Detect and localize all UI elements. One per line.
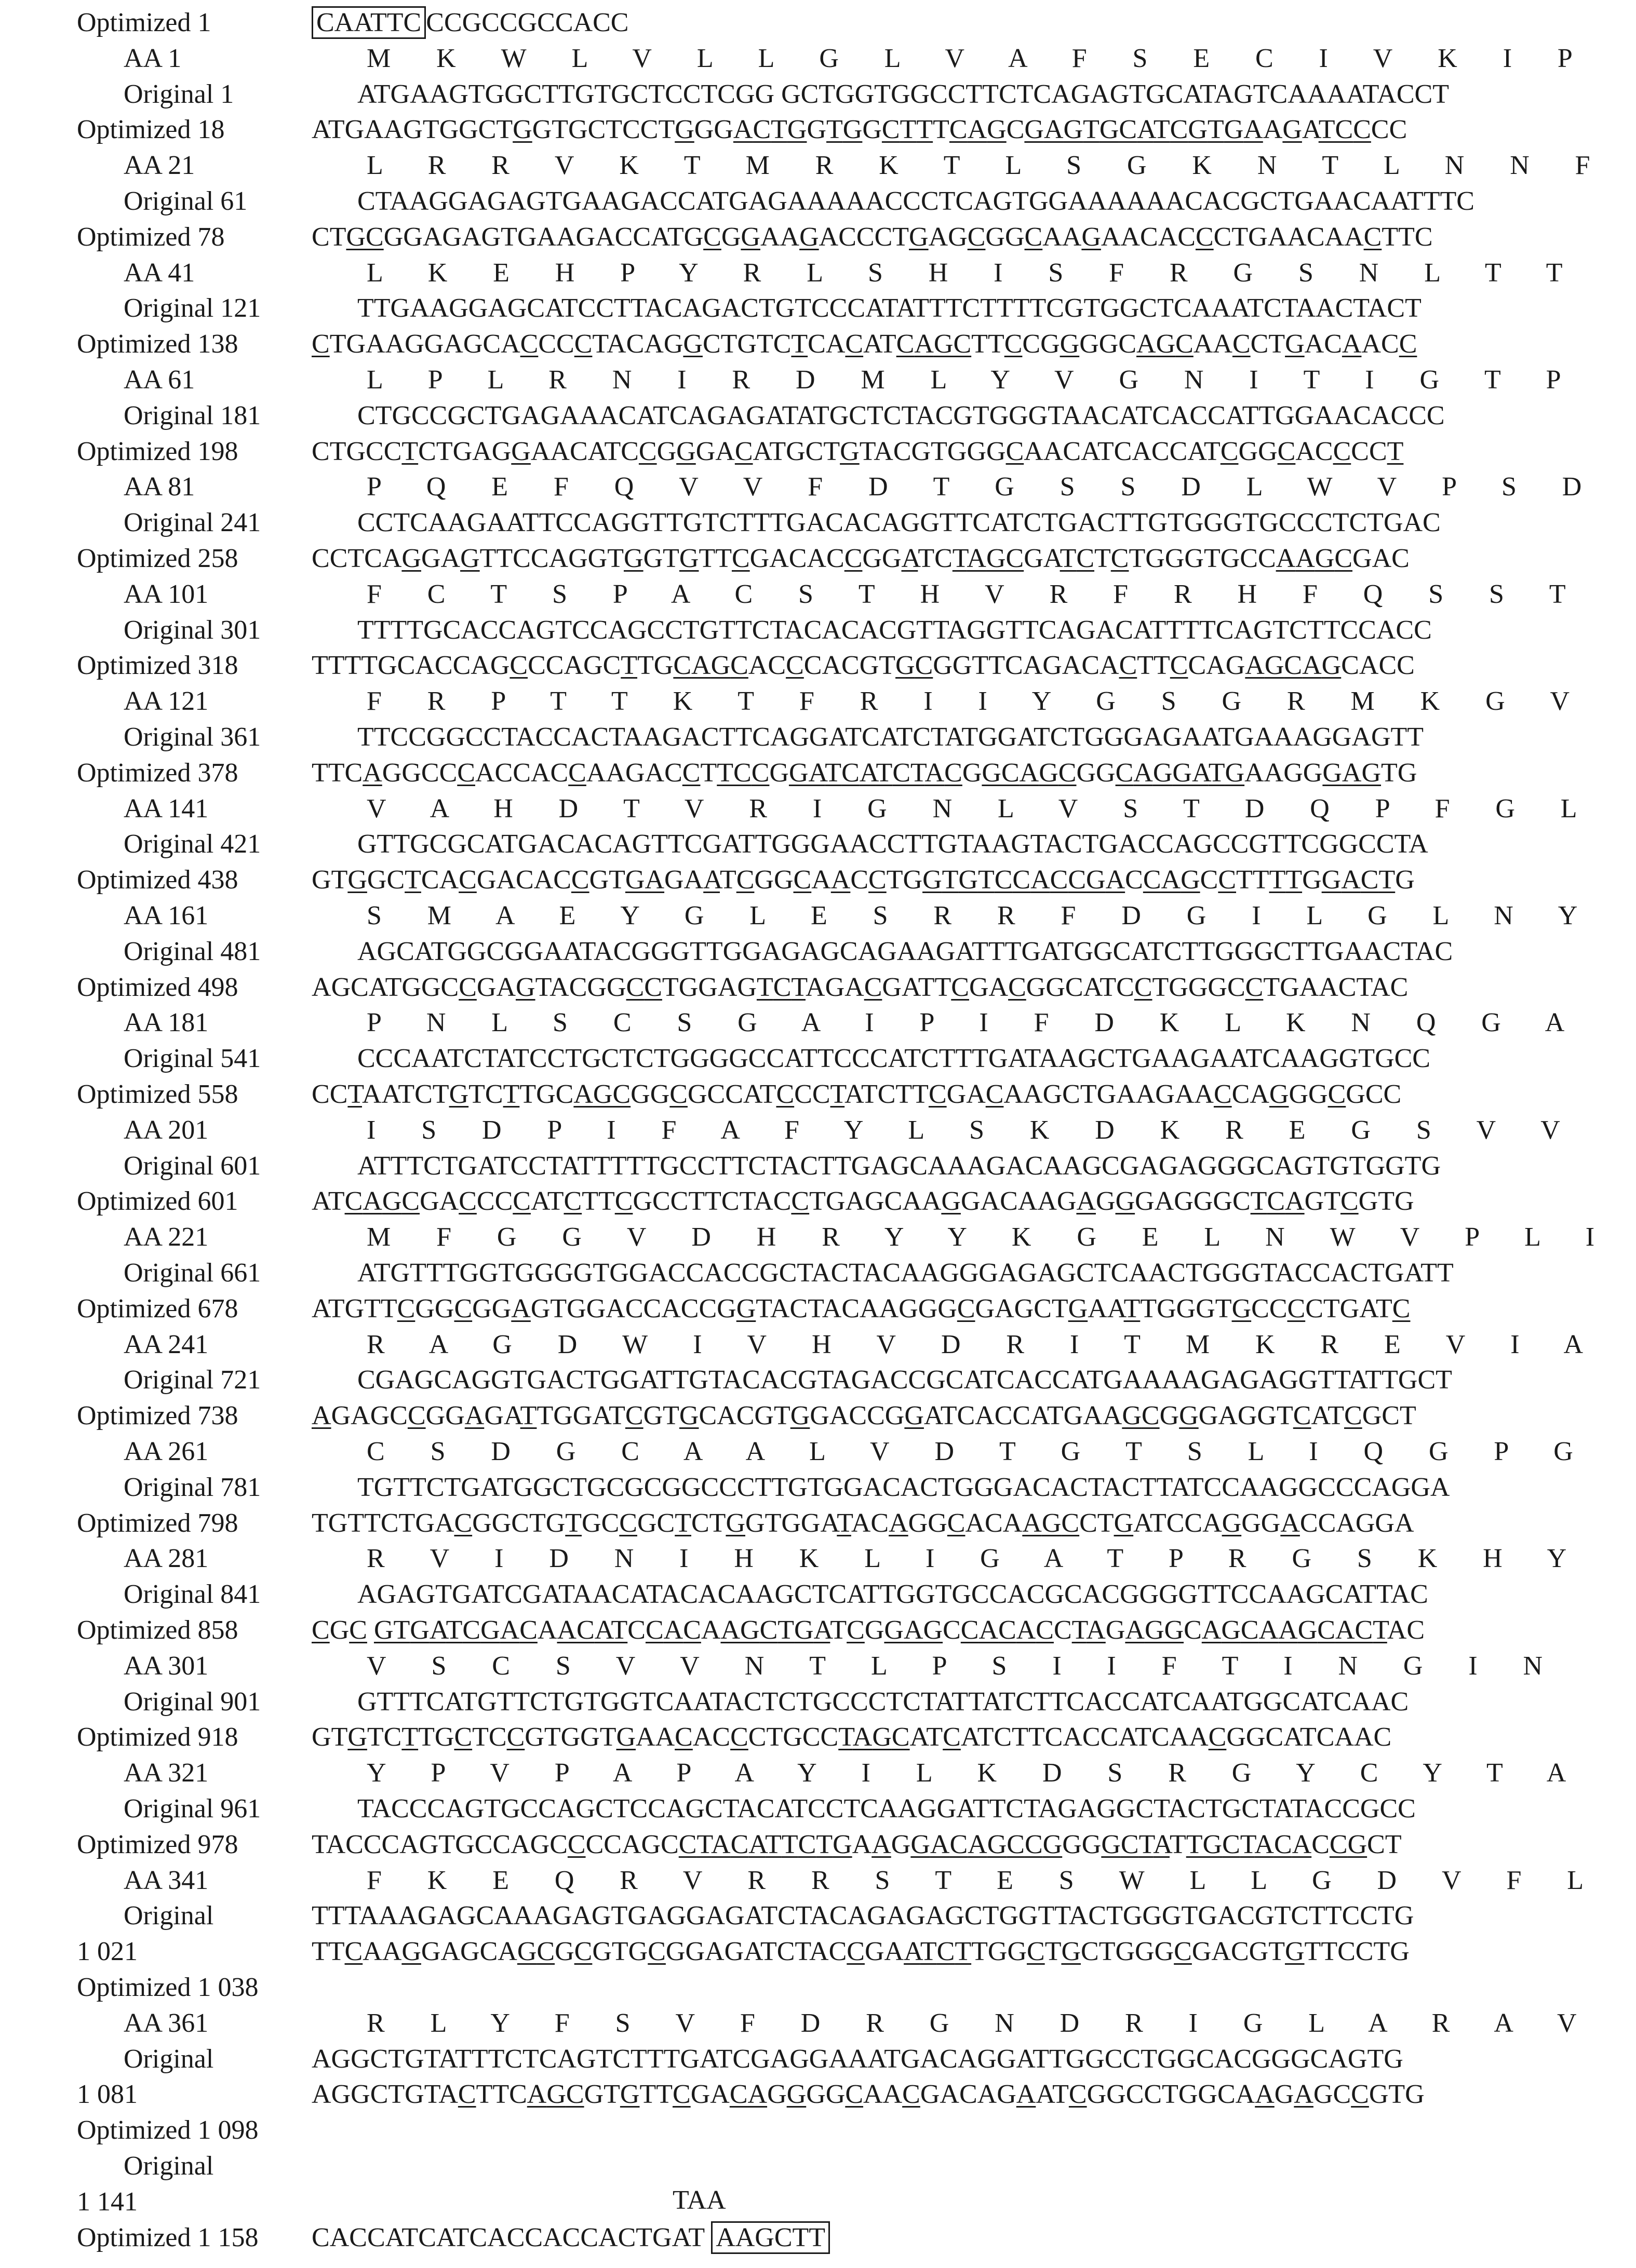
aa-row-label: AA 121	[124, 686, 209, 717]
optimized-sequence	[312, 1831, 1402, 1858]
sequence-text: TTGAAGGAGCATCCTTACAGACTGTCCCATATTTCTTTTCGTGGCTCAAATCTAACTACT	[357, 293, 1422, 323]
sequence-row-label: Optimized 438	[77, 865, 238, 895]
aa-row-label: AA 301	[124, 1651, 209, 1681]
amino-acid-sequence	[367, 902, 1597, 929]
sequence-row-label: Optimized 1 158	[77, 2222, 259, 2252]
amino-acid-sequence	[367, 1117, 1579, 1144]
sequence-text: ATGAAGTGGCTGGTGCTCCTGGGACTGGTGGCTTTCAGCGAGTGCATCGTGAAGATCCCC	[312, 115, 1407, 145]
sequence-text: CTGAAGGAGCACCCCTACAGGCTGTCTCACATCAGCTTCCGGGGCAGCAACCTGACAACC	[312, 329, 1417, 359]
aa-row-label: AA 221	[124, 1222, 209, 1252]
sequence-row-label: Original 181	[124, 400, 261, 430]
sequence-text: AGCATGGCCGAGTACGGCCTGGAGTCTAGACGATTCGACGGCATCCTGGGCCTGAACTAC	[312, 972, 1409, 1002]
amino-acid-sequence	[367, 581, 1585, 608]
aa-row-label: AA 321	[124, 1758, 209, 1788]
optimized-sequence	[312, 116, 1407, 143]
aa-row-label: AA 81	[124, 472, 195, 502]
stop-codon-label: TAA	[673, 2185, 726, 2215]
sequence-text: V S C S V V N T L P S I I F T I N G I N	[367, 1651, 1562, 1681]
optimized-sequence	[312, 1617, 1425, 1644]
sequence-text: CTGCGGAGAGTGAAGACCATGCGGAAGACCCTGAGCGGCAAGAACACCCTGAACAACTTC	[312, 222, 1433, 252]
sequence-text: ATGAAGTGGCTTGTGCTCCTCGG GCTGGTGGCCTTCTCAGAGTGCATAGTCAAAATACCT	[357, 79, 1449, 109]
sequence-text: AGGCTGTATTTCTCAGTCTTTGATCGAGGAAATGACAGGATTGGCCTGGCACGGGCAGTG	[312, 2044, 1403, 2074]
optimized-sequence	[312, 438, 1403, 465]
original-sequence	[357, 295, 1422, 322]
optimized-sequence	[312, 331, 1417, 358]
sequence-row-label: Original 541	[124, 1044, 261, 1074]
sequence-row-label: Optimized 258	[77, 544, 238, 573]
aa-row-label: AA 41	[124, 258, 195, 288]
sequence-text: GTTTCATGTTCTGTGGTCAATACTCTGCCCTCTATTATCTTCACCATCAATGGCATCAAC	[357, 1686, 1409, 1717]
optimized-sequence	[312, 2081, 1425, 2108]
sequence-text: L P L R N I R D M L Y V G N I T I G T P	[367, 365, 1581, 395]
sequence-row-label: Original 841	[124, 1580, 261, 1610]
sequence-row-label: Original 601	[124, 1151, 261, 1181]
aa-row-label: AA 181	[124, 1008, 209, 1038]
original-sequence	[357, 1581, 1428, 1608]
sequence-text: M F G G V D H R Y Y K G E L N W V P L I	[367, 1222, 1614, 1252]
sequence-row-label: Optimized 978	[77, 1829, 238, 1859]
sequence-text: CCTCAAGAATTCCAGGTTGTCTTTGACACAGGTTCATCTGACTTGTGGGTGCCCTCTGAC	[357, 508, 1441, 538]
sequence-text: CCTCAGGAGTTCCAGGTGGTGTTCGACACCGGATCTAGCGATCTCTGGGTGCCAAGCGAC	[312, 544, 1410, 573]
sequence-text: GTTGCGCATGACACAGTTCGATTGGGAACCTTGTAAGTACTGACCAGCCGTTCGGCCTA	[357, 829, 1428, 859]
optimized-sequence	[312, 9, 628, 36]
aa-row-label: AA 1	[124, 43, 182, 73]
sequence-row-label: Original 121	[124, 293, 261, 323]
original-sequence	[357, 1260, 1454, 1287]
original-sequence	[357, 1474, 1450, 1501]
amino-acid-sequence	[367, 1867, 1603, 1894]
position-label: 1 141	[77, 2186, 138, 2217]
sequence-row-label: Optimized 798	[77, 1508, 238, 1538]
optimized-sequence	[312, 1724, 1391, 1751]
original-sequence	[312, 2046, 1403, 2073]
original-sequence	[357, 617, 1432, 644]
amino-acid-sequence	[367, 367, 1580, 394]
sequence-text: P Q E F Q V V F D T G S S D L W V P S D	[367, 472, 1601, 502]
sequence-row-label: Original 421	[124, 829, 261, 859]
optimized-sequence	[312, 974, 1408, 1001]
sequence-text: M K W L V L L G L V A F S E C I V K I P	[367, 43, 1592, 73]
amino-acid-sequence	[367, 1545, 1586, 1572]
sequence-row-label: Original 661	[124, 1258, 261, 1288]
sequence-row-label: Original 61	[124, 186, 248, 216]
sequence-text: CTGCCGCTGAGAAACATCAGAGATATGCTCTACGTGGGTAACATCACCATTGGAACACCC	[357, 400, 1445, 430]
sequence-row-label: Optimized 198	[77, 436, 238, 466]
sequence-text: Y P V P A P A Y I L K D S R G Y C Y T A	[367, 1758, 1586, 1788]
aa-row-label: AA 201	[124, 1115, 209, 1145]
optimized-sequence	[312, 224, 1433, 251]
sequence-row-label: Original 301	[124, 615, 261, 645]
original-sequence	[357, 938, 1453, 965]
amino-acid-sequence	[367, 260, 1582, 287]
optimized-sequence	[312, 1295, 1410, 1322]
sequence-row-label: Optimized 18	[77, 115, 225, 145]
position-label: 1 021	[77, 1937, 138, 1967]
original-sequence	[357, 724, 1424, 751]
optimized-sequence	[312, 1510, 1414, 1537]
original-sequence	[357, 402, 1445, 429]
sequence-text: CCTAATCTGTCTTGCAGCGGCGCCATCCCTATCTTCGACAAGCTGAAGAACCAGGGCGCC	[312, 1079, 1402, 1109]
aa-row-label: AA 281	[124, 1544, 209, 1574]
sequence-row-label: Original	[124, 2151, 214, 2181]
sequence-text: V A H D T V R I G N L V S T D Q P F G L	[367, 793, 1597, 824]
original-sequence	[312, 1902, 1414, 1929]
sequence-text: ATGTTTGGTGGGGTGGACCACCGCTACTACAAGGGAGAGCTCAACTGGGTACCACTGATT	[357, 1258, 1454, 1288]
sequence-row-label: Original	[124, 1901, 214, 1931]
sequence-text: L K E H P Y R L S H I S F R G S N L T T	[367, 258, 1582, 288]
sequence-text: TTCAAGGAGCAGCGCGTGCGGAGATCTACCGAATCTTGGCTGCTGGGCGACGTGTTCCTG	[312, 1937, 1410, 1967]
aa-row-label: AA 161	[124, 901, 209, 930]
sequence-text: R A G D W I V H V D R I T M K R E V I A	[367, 1329, 1603, 1359]
sequence-text: ATCAGCGACCCCATCTTCGCCTTCTACCTGAGCAAGGACAAGAGGGAGGGCTCAGTCGTG	[312, 1186, 1414, 1217]
sequence-row-label: Optimized 378	[77, 758, 238, 788]
sequence-text: P N L S C S G A I P I F D K L K N Q G A	[367, 1008, 1584, 1038]
aa-row-label: AA 101	[124, 579, 209, 609]
amino-acid-sequence	[367, 1653, 1562, 1680]
sequence-text: F R P T T K T F R I I Y G S G R M K G V	[367, 686, 1589, 717]
sequence-text: TGTTCTGATGGCTGCGCGGCCCTTGTGGACACTGGGACACTACTTATCCAAGGCCCAGGA	[357, 1472, 1450, 1502]
sequence-row-label: Optimized 558	[77, 1079, 238, 1109]
original-sequence	[357, 1045, 1430, 1072]
optimized-sequence	[312, 1938, 1410, 1965]
sequence-row-label: Optimized 318	[77, 651, 238, 681]
sequence-text: TTTTGCACCAGTCCAGCCTGTTCTACACACGTTAGGTTCAGACATTTTCAGTCTTCCACC	[357, 615, 1432, 645]
sequence-text: TTCCGGCCTACCACTAAGACTTCAGGATCATCTATGGATCTGGGAGAATGAAAGGAGTT	[357, 722, 1424, 752]
sequence-text: AGAGCCGGAGATTGGATCGTGCACGTGGACCGGATCACCATGAAGCGGGAGGTCATCGCT	[312, 1401, 1416, 1431]
aa-row-label: AA 361	[124, 2008, 209, 2038]
restriction-site-box: AAGCTT	[711, 2221, 830, 2254]
amino-acid-sequence	[367, 2010, 1596, 2037]
optimized-sequence	[312, 652, 1415, 679]
sequence-text: R L Y F S V F D R G N D R I G L A R A V	[367, 2008, 1597, 2038]
sequence-text: AGAGTGATCGATAACATACACAAGCTCATTGGTGCCACGCACGGGGTTCCAAGCATTAC	[357, 1580, 1428, 1610]
sequence-text: I S D P I F A F Y L S K D K R E G S V V	[367, 1115, 1580, 1145]
amino-acid-sequence	[367, 1009, 1584, 1036]
position-label: 1 081	[77, 2080, 138, 2110]
sequence-text: TTTAAAGAGCAAAGAGTGAGGAGATCTACAGAGAGCTGGTTACTGGGTGACGTCTTCCTG	[312, 1901, 1414, 1931]
original-sequence	[357, 831, 1428, 858]
optimized-sequence	[312, 760, 1417, 787]
sequence-text: TTCAGGCCCACCACCAAGACCTTCCGGATCATCTACGGCAGCGGCAGGATGAAGGGAGTG	[312, 758, 1417, 788]
optimized-sequence	[312, 1402, 1416, 1429]
sequence-text: TGTTCTGACGGCTGTGCCGCTCTGGTGGATACAGGCACAAGCCTGATCCAGGGACCAGGA	[312, 1508, 1414, 1538]
aa-row-label: AA 261	[124, 1437, 209, 1466]
sequence-text: GTGTCTTGCTCCGTGGTGAACACCCTGCCTAGCATCATCTTCACCATCAACGGCATCAAC	[312, 1722, 1392, 1752]
sequence-text: AGCATGGCGGAATACGGGTTGGAGAGCAGAAGATTTGATGGCATCTTGGGCTTGAACTAC	[357, 936, 1453, 966]
sequence-row-label: Original 721	[124, 1365, 261, 1395]
sequence-text: CGAGCAGGTGACTGGATTGTACACGTAGACCGCATCACCATGAAAAGAGAGGTTATTGCT	[357, 1365, 1452, 1395]
aa-row-label: AA 61	[124, 365, 195, 395]
sequence-row-label: Original 901	[124, 1686, 261, 1717]
sequence-row-label: Optimized 78	[77, 222, 225, 252]
sequence-text: GTGGCTCACGACACCGTGAGAATCGGCAACCTGGTGTCCACCGACCAGCCTTTTGGACTG	[312, 865, 1415, 895]
sequence-row-label: Original 241	[124, 508, 261, 538]
sequence-row-label: Optimized 138	[77, 329, 238, 359]
original-sequence	[357, 1796, 1416, 1823]
amino-acid-sequence	[367, 1331, 1603, 1358]
original-sequence	[357, 1367, 1452, 1394]
sequence-text: ATGTTCGGCGGAGTGGACCACCGGTACTACAAGGGCGAGCTGAATTGGGTGCCCCTGATC	[312, 1293, 1411, 1324]
aa-row-label: AA 21	[124, 151, 195, 181]
sequence-text: CCGCCGCCACC	[426, 8, 629, 37]
sequence-row-label: Original 961	[124, 1794, 261, 1824]
amino-acid-sequence	[367, 45, 1592, 72]
optimized-sequence	[312, 2224, 830, 2251]
sequence-text: C S D G C A A L V D T G T S L I Q G P G	[367, 1437, 1593, 1466]
sequence-text: TACCCAGTGCCAGCCCCAGCCTACATTCTGAAGGACAGCCGGGGCTATTGCTACACCGCT	[312, 1829, 1402, 1859]
optimized-sequence	[312, 867, 1415, 894]
sequence-row-label: Optimized 678	[77, 1293, 238, 1324]
sequence-row-label: Optimized 498	[77, 972, 238, 1002]
original-sequence	[357, 188, 1474, 215]
aa-row-label: AA 341	[124, 1865, 209, 1895]
amino-acid-sequence	[367, 152, 1610, 179]
sequence-text: CTAAGGAGAGTGAAGACCATGAGAAAAACCCTCAGTGGAAAAAACACGCTGAACAATTTC	[357, 186, 1474, 216]
sequence-text: L R R V K T M R K T L S G K N T L N N F	[367, 151, 1610, 181]
sequence-row-label: Optimized 1 098	[77, 2115, 259, 2145]
original-sequence	[357, 81, 1449, 108]
original-sequence	[357, 1686, 1409, 1717]
sequence-text: F C T S P A C S T H V R F R H F Q S S T	[367, 579, 1586, 609]
sequence-row-label: Optimized 918	[77, 1722, 238, 1752]
amino-acid-sequence	[367, 688, 1589, 715]
optimized-sequence	[312, 1188, 1414, 1215]
amino-acid-sequence	[367, 1224, 1614, 1251]
restriction-site-box: CAATTC	[312, 6, 426, 39]
aa-row-label: AA 141	[124, 793, 209, 824]
sequence-text: CCCAATCTATCCTGCTCTGGGGCCATTCCCATCTTTGATAAGCTGAAGAATCAAGGTGCC	[357, 1044, 1430, 1074]
aa-row-label: AA 241	[124, 1329, 209, 1359]
amino-acid-sequence	[367, 1760, 1586, 1787]
sequence-text: TACCCAGTGCCAGCTCCAGCTACATCCTCAAGGATTCTAGAGGCTACTGCTATACCGCC	[357, 1794, 1416, 1824]
sequence-text: ATTTCTGATCCTATTTTTGCCTTCTACTTGAGCAAAGACAAGCGAGAGGGCAGTGTGGTG	[357, 1151, 1441, 1181]
sequence-row-label: Original 481	[124, 936, 261, 966]
sequence-text: F K E Q R V R R S T E S W L L G D V F L	[367, 1865, 1603, 1895]
optimized-sequence	[312, 1081, 1401, 1108]
sequence-row-label: Original	[124, 2044, 214, 2074]
sequence-row-label: Optimized 1	[77, 8, 211, 37]
sequence-text: S M A E Y G L E S R R F D G I L G L N Y	[367, 901, 1597, 930]
sequence-row-label: Optimized 1 038	[77, 1973, 259, 2002]
sequence-row-label: Optimized 858	[77, 1615, 238, 1645]
sequence-row-label: Original 361	[124, 722, 261, 752]
sequence-row-label: Original 781	[124, 1472, 261, 1502]
sequence-text: CGC GTGATCGACAACATCCACAAGCTGATCGGAGCCACACCTAGAGGCAGCAAGCACTAC	[312, 1615, 1425, 1645]
amino-acid-sequence	[367, 1438, 1592, 1465]
sequence-text: CACCATCATCACCACCACTGAT	[312, 2222, 705, 2252]
sequence-row-label: Optimized 738	[77, 1401, 238, 1431]
original-sequence	[357, 509, 1441, 536]
sequence-text: TTTTGCACCAGCCCAGCTTGCAGCACCCACGTGCGGTTCAGACACTTCCAGAGCAGCACC	[312, 651, 1415, 681]
sequence-text: R V I D N I H K L I G A T P R G S K H Y	[367, 1544, 1586, 1574]
sequence-row-label: Original 1	[124, 79, 234, 109]
sequence-text: AGGCTGTACTTCAGCGTGTTCGACAGGGGCAACGACAGAATCGGCCTGGCAAGAGCCGTG	[312, 2080, 1425, 2110]
amino-acid-sequence	[367, 474, 1601, 501]
original-sequence	[357, 1153, 1441, 1180]
sequence-text: CTGCCTCTGAGGAACATCCGGGACATGCTGTACGTGGGCAACATCACCATCGGCACCCCT	[312, 436, 1404, 466]
sequence-row-label: Optimized 601	[77, 1186, 238, 1217]
amino-acid-sequence	[367, 795, 1597, 822]
optimized-sequence	[312, 545, 1410, 572]
